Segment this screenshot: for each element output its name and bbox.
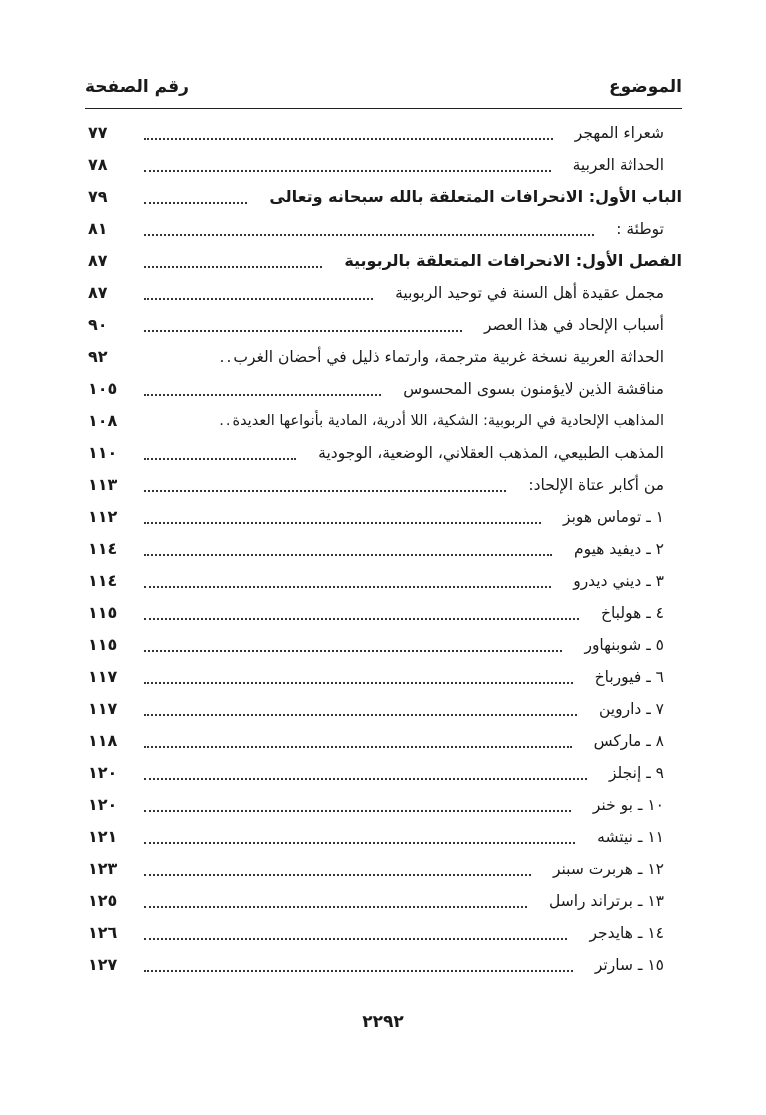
toc-entry-page: ١١٠ [88, 443, 118, 462]
toc-entry-title: شعراء المهجر [574, 124, 664, 142]
toc-entry [88, 757, 682, 789]
toc-entry [88, 693, 682, 725]
leader-dots [144, 853, 535, 885]
leader-dots [144, 277, 377, 309]
leader-dots [144, 949, 577, 981]
toc-entry [88, 213, 682, 245]
toc-entry-page: ١١٥ [88, 603, 118, 622]
toc-entry-page: ١٠٥ [88, 379, 118, 398]
toc-entry [88, 373, 682, 405]
toc-entry [88, 597, 682, 629]
toc-entry-page: ١١٤ [88, 571, 118, 590]
toc-entry-title: مناقشة الذين لايؤمنون بسوى المحسوس [403, 380, 664, 398]
toc-entry-trail: .. [219, 348, 234, 366]
toc-entry-title: ١٢ ـ هربرت سبنر [552, 860, 664, 878]
leader-dots [144, 501, 545, 533]
toc-entry [88, 949, 682, 981]
toc-entry [88, 469, 682, 501]
toc-entry-title: ٤ ـ هولباخ [600, 604, 664, 622]
toc-entry-page: ١٢٠ [88, 763, 118, 782]
leader-dots [144, 309, 466, 341]
toc-entry-page: ٨٧ [88, 251, 108, 270]
toc-entry-chapter [88, 245, 682, 277]
toc-entry-page: ٩٠ [88, 315, 108, 334]
leader-dots [144, 469, 510, 501]
toc-entry-title: ٣ ـ ديني ديدرو [573, 572, 664, 590]
toc-entry-page: ١١٤ [88, 539, 118, 558]
toc-entry-page: ١٢٣ [88, 859, 118, 878]
toc-entry-title: ٩ ـ إنجلز [608, 764, 664, 782]
toc-entry-page: ١٢٠ [88, 795, 118, 814]
leader-dots [144, 149, 555, 181]
leader-dots [144, 789, 575, 821]
toc-entry-title: الفصل الأول: الانحرافات المتعلقة بالربوبية [344, 251, 682, 270]
toc-entry-title: ٨ ـ ماركس [593, 732, 664, 750]
leader-dots [144, 181, 251, 213]
toc-entry-title: ١٤ ـ هايدجر [589, 924, 664, 942]
toc-entry [88, 309, 682, 341]
toc-entry-title: توطئة : [616, 220, 664, 238]
leader-dots [144, 213, 598, 245]
leader-dots [144, 373, 385, 405]
leader-dots [144, 725, 576, 757]
page-number: ٢٢٩٢ [362, 1012, 404, 1032]
toc-entry [88, 149, 682, 181]
toc-entry [88, 277, 682, 309]
toc-entry [88, 821, 682, 853]
toc-header [85, 72, 682, 102]
toc-entry-title: ١٣ ـ برتراند راسل [549, 892, 664, 910]
topic-column-label: الموضوع [609, 77, 682, 97]
toc-entry-title: ٧ ـ داروين [598, 700, 664, 718]
toc-entry-page: ٧٨ [88, 155, 108, 174]
toc-entry-title: ٥ ـ شوبنهاور [584, 636, 664, 654]
toc-entry-page: ٧٧ [88, 123, 108, 142]
toc-entry-page: ١١٨ [88, 731, 118, 750]
toc-entry-page: ١١٧ [88, 667, 118, 686]
toc-entry [88, 117, 682, 149]
toc-entry-title: الباب الأول: الانحرافات المتعلقة بالله سبحانه وتعالى [269, 187, 682, 206]
toc-entry [88, 853, 682, 885]
toc-entry-page: ١١٣ [88, 475, 118, 494]
toc-entry [88, 533, 682, 565]
leader-dots [144, 693, 581, 725]
toc-entry-page: ١٠٨ [88, 411, 118, 430]
toc-entry-title: المذهب الطبيعي، المذهب العقلاني، الوضعية، الوجودية [318, 444, 664, 462]
toc-entry-title: المذاهب الإلحادية في الربوبية: الشكية، اللا أدرية، المادية بأنواعها العديدة [232, 413, 664, 429]
toc-entry-trail: .. [219, 413, 233, 429]
toc-entry [88, 405, 682, 437]
leader-dots [144, 117, 557, 149]
toc-entry-part [88, 181, 682, 213]
toc-entry-page: ١٢٥ [88, 891, 118, 910]
toc-entry [88, 437, 682, 469]
leader-dots [144, 885, 531, 917]
toc-entry-page: ٩٢ [88, 347, 108, 366]
leader-dots [144, 565, 555, 597]
toc-entry-title: ٢ ـ ديفيد هيوم [574, 540, 664, 558]
toc-entry [88, 341, 682, 373]
toc-entry-title: ١١ ـ نيتشه [597, 828, 664, 846]
toc-entry-page: ٨١ [88, 219, 108, 238]
toc-entry-page: ١٢٦ [88, 923, 118, 942]
toc-entry [88, 789, 682, 821]
leader-dots [144, 245, 326, 277]
toc-entry-page: ٨٧ [88, 283, 108, 302]
toc-entry-title: ١ ـ توماس هوبز [563, 508, 664, 526]
leader-dots [144, 629, 566, 661]
leader-dots [144, 597, 583, 629]
toc-entry-page: ١١٧ [88, 699, 118, 718]
toc-entries [88, 117, 682, 981]
toc-entry-page: ١١٥ [88, 635, 118, 654]
toc-entry [88, 917, 682, 949]
toc-entry-title: الحداثة العربية نسخة غربية مترجمة، وارتماء ذليل في أحضان الغرب [233, 348, 664, 366]
toc-entry-title: أسباب الإلحاد في هذا العصر [484, 316, 664, 334]
toc-entry-page: ١٢٧ [88, 955, 118, 974]
leader-dots [144, 661, 577, 693]
toc-entry [88, 565, 682, 597]
toc-entry-title: مجمل عقيدة أهل السنة في توحيد الربوبية [395, 284, 664, 302]
toc-entry-page: ١١٢ [88, 507, 118, 526]
toc-entry-title: من أكابر عتاة الإلحاد: [528, 476, 664, 494]
toc-entry-title: ٦ ـ فيورباخ [594, 668, 664, 686]
leader-dots [144, 821, 579, 853]
toc-entry [88, 629, 682, 661]
header-divider [85, 108, 682, 109]
leader-dots [144, 437, 300, 469]
toc-entry-page: ٧٩ [88, 187, 108, 206]
toc-entry-title: الحداثة العربية [572, 156, 664, 174]
toc-entry [88, 885, 682, 917]
page-number-column-label: رقم الصفحة [85, 77, 189, 97]
toc-entry [88, 501, 682, 533]
leader-dots [144, 917, 571, 949]
toc-entry-title: ١٥ ـ سارتر [594, 956, 664, 974]
toc-entry-page: ١٢١ [88, 827, 118, 846]
toc-entry [88, 661, 682, 693]
leader-dots [144, 533, 556, 565]
leader-dots [144, 757, 591, 789]
toc-entry [88, 725, 682, 757]
toc-entry-title: ١٠ ـ بو خنر [592, 796, 664, 814]
